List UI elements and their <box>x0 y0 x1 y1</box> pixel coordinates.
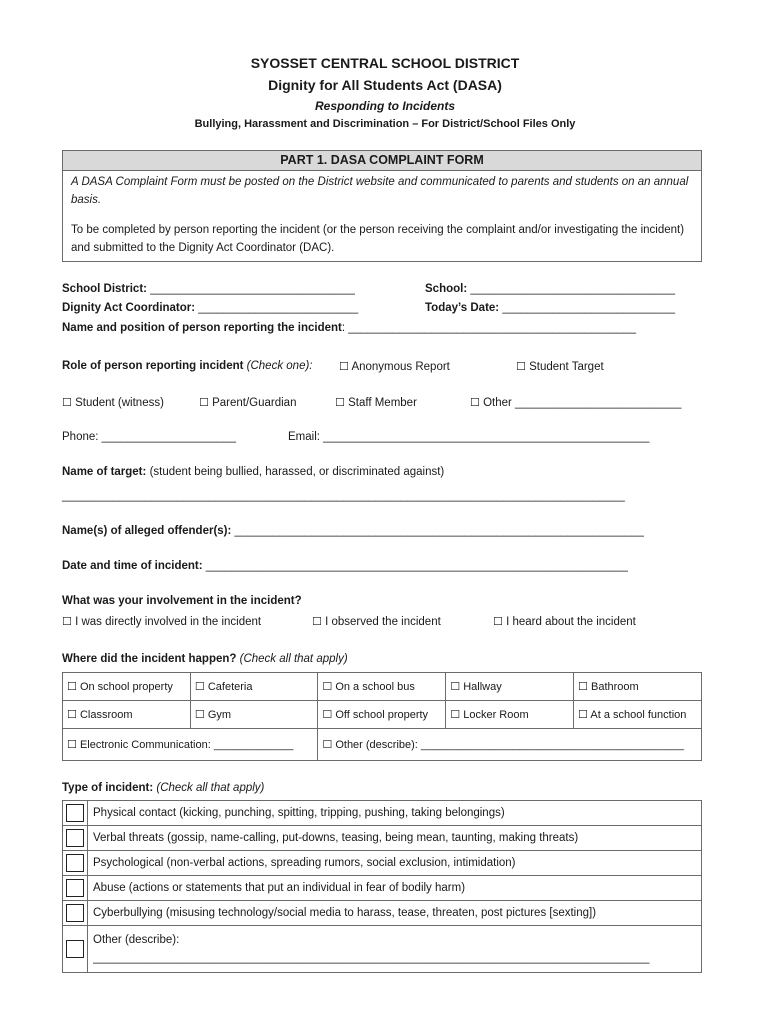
role-option-witness[interactable] <box>62 396 164 409</box>
offender-input[interactable]: ________________________________________________________________ <box>234 525 644 537</box>
location-label: Bathroom <box>590 681 639 693</box>
incident-type-row <box>63 876 702 901</box>
incident-type-checkbox[interactable] <box>63 876 88 901</box>
checkbox-icon[interactable]: ☐ <box>470 396 480 409</box>
checkbox-square-icon[interactable] <box>66 879 84 897</box>
school-district-input[interactable]: ________________________________ <box>150 283 355 295</box>
checkbox-icon[interactable]: ☐ <box>339 360 349 373</box>
incident-type-checkbox[interactable] <box>63 801 88 826</box>
role-option-parent[interactable] <box>199 396 296 409</box>
location-cell-locker-room[interactable] <box>446 701 574 729</box>
involvement-option-label: I heard about the incident <box>506 616 636 628</box>
location-cell-cafeteria[interactable] <box>190 673 318 701</box>
district-name: SYOSSET CENTRAL SCHOOL DISTRICT <box>250 55 520 71</box>
location-cell-other[interactable] <box>318 729 702 761</box>
act-title: Dignity for All Students Act (DASA) <box>268 77 502 93</box>
checkbox-square-icon[interactable] <box>66 940 84 958</box>
school-district-row <box>62 283 355 295</box>
location-label: Other (describe): <box>335 739 418 751</box>
target-hint: (student being bullied, harassed, or discriminated against) <box>149 466 445 478</box>
checkbox-icon[interactable]: ☐ <box>67 680 77 693</box>
dac-row <box>62 302 358 314</box>
location-label: On a school bus <box>335 681 415 693</box>
part1-title: PART 1. DASA COMPLAINT FORM <box>63 151 701 171</box>
checkbox-icon[interactable]: ☐ <box>450 680 461 693</box>
checkbox-icon[interactable]: ☐ <box>578 708 588 721</box>
form-scope: Bullying, Harassment and Discrimination – For District/School Files Only <box>194 118 576 130</box>
location-label: Hallway <box>463 681 502 693</box>
target-row <box>62 466 444 478</box>
part1-instructions: To be completed by person reporting the incident (or the person receiving the complaint and/or investigating the incident) and submitted to the Dignity Act Coordinator (DAC). <box>71 224 685 254</box>
role-option-label: Anonymous Report <box>351 361 450 373</box>
location-row <box>63 701 702 729</box>
todays-date-input[interactable]: ___________________________ <box>502 302 676 314</box>
incident-type-label: Verbal threats (gossip, name-calling, put-downs, teasing, being mean, taunting, making threats) <box>88 826 702 851</box>
incident-type-checkbox[interactable] <box>63 926 88 973</box>
incident-type-question: Type of incident: <box>62 782 154 794</box>
datetime-label: Date and time of incident: <box>62 560 203 572</box>
location-cell-classroom[interactable] <box>63 701 191 729</box>
part1-box <box>62 150 702 262</box>
offender-row <box>62 525 644 537</box>
involvement-option-label: I was directly involved in the incident <box>75 616 262 628</box>
location-other-input[interactable]: ___________________________________________ <box>420 739 684 751</box>
incident-type-label: Physical contact (kicking, punching, spitting, tripping, pushing, taking belongings) <box>88 801 702 826</box>
incident-type-row <box>63 801 702 826</box>
part1-note: A DASA Complaint Form must be posted on the District website and communicated to parents and students on an annual basis. <box>71 176 689 206</box>
checkbox-icon[interactable]: ☐ <box>322 708 333 721</box>
role-option-staff[interactable] <box>335 396 417 409</box>
location-question: Where did the incident happen? <box>62 653 237 665</box>
incident-type-row <box>63 826 702 851</box>
incident-type-other-input[interactable]: _______________________________________________________________________________________ <box>93 952 650 964</box>
date-row <box>425 302 675 314</box>
phone-label: Phone: <box>62 431 99 443</box>
location-label: Electronic Communication: <box>79 739 211 751</box>
role-other-input[interactable]: __________________________ <box>515 397 682 409</box>
involvement-option-observed[interactable] <box>312 615 441 628</box>
incident-type-row <box>63 901 702 926</box>
location-row <box>63 729 702 761</box>
location-row <box>63 673 702 701</box>
checkbox-icon[interactable]: ☐ <box>199 396 209 409</box>
datetime-row <box>62 560 628 572</box>
dac-label: Dignity Act Coordinator: <box>62 302 196 314</box>
email-label: Email: <box>288 431 320 443</box>
school-input[interactable]: ________________________________ <box>470 283 676 295</box>
checkbox-icon[interactable]: ☐ <box>67 738 77 751</box>
checkbox-icon[interactable]: ☐ <box>312 615 322 628</box>
role-option-label: Parent/Guardian <box>212 397 297 409</box>
name-position-label: Name and position of person reporting the incident <box>62 322 342 334</box>
location-cell-school-function[interactable] <box>574 701 702 729</box>
location-cell-bathroom[interactable] <box>574 673 702 701</box>
role-hint: (Check one): <box>246 360 313 372</box>
incident-type-checkbox[interactable] <box>63 851 88 876</box>
incident-type-label: Cyberbullying (misusing technology/social media to harass, tease, threaten, post pictures [sexting]) <box>88 901 702 926</box>
location-label: Locker Room <box>463 709 529 721</box>
location-label: At a school function <box>590 709 687 721</box>
involvement-option-direct[interactable] <box>62 615 261 628</box>
email-input[interactable]: ___________________________________________________ <box>323 431 650 443</box>
location-label: Cafeteria <box>207 681 253 693</box>
incident-type-table <box>62 800 702 973</box>
target-input[interactable]: ________________________________________________________________________________________ <box>62 490 625 502</box>
role-option-label: Student (witness) <box>75 397 164 409</box>
checkbox-icon[interactable]: ☐ <box>194 680 205 693</box>
incident-type-other-label: Other (describe): <box>93 934 180 946</box>
checkbox-icon[interactable]: ☐ <box>322 738 333 751</box>
role-label-row <box>62 360 313 372</box>
electronic-communication-input[interactable]: _____________ <box>213 739 294 751</box>
location-cell-school-bus[interactable] <box>318 673 446 701</box>
phone-row <box>62 431 236 443</box>
datetime-input[interactable]: __________________________________________________________________ <box>205 560 628 572</box>
checkbox-icon[interactable]: ☐ <box>516 360 526 373</box>
name-position-input[interactable]: : _____________________________________________ <box>341 322 637 334</box>
incident-type-hint: (Check all that apply) <box>156 782 265 794</box>
school-row <box>425 283 675 295</box>
checkbox-icon[interactable]: ☐ <box>62 396 72 409</box>
involvement-option-label: I observed the incident <box>325 616 441 628</box>
role-label: Role of person reporting incident <box>62 360 244 372</box>
location-cell-off-school-property[interactable] <box>318 701 446 729</box>
target-label: Name of target: <box>62 466 147 478</box>
location-hint: (Check all that apply) <box>239 653 348 665</box>
name-position-row <box>62 322 636 334</box>
role-option-anonymous[interactable] <box>339 360 450 373</box>
checkbox-icon[interactable]: ☐ <box>335 396 345 409</box>
checkbox-square-icon[interactable] <box>66 829 84 847</box>
role-option-label: Other <box>483 397 512 409</box>
incident-type-question-row <box>62 782 264 794</box>
checkbox-icon[interactable]: ☐ <box>62 615 72 628</box>
checkbox-square-icon[interactable] <box>66 804 84 822</box>
school-district-label: School District: <box>62 283 147 295</box>
incident-type-row <box>63 851 702 876</box>
email-row <box>288 431 649 443</box>
checkbox-icon[interactable]: ☐ <box>322 680 333 693</box>
incident-type-label: Abuse (actions or statements that put an individual in fear of bodily harm) <box>88 876 702 901</box>
checkbox-icon[interactable]: ☐ <box>450 708 461 721</box>
incident-type-label: Psychological (non-verbal actions, spreading rumors, social exclusion, intimidation) <box>88 851 702 876</box>
location-label: On school property <box>79 681 173 693</box>
checkbox-square-icon[interactable] <box>66 904 84 922</box>
location-cell-gym[interactable] <box>190 701 318 729</box>
school-label: School: <box>425 283 468 295</box>
role-option-label: Staff Member <box>348 397 417 409</box>
location-cell-electronic[interactable] <box>63 729 318 761</box>
incident-type-row <box>63 926 702 973</box>
phone-input[interactable]: _____________________ <box>101 431 236 443</box>
incident-type-checkbox[interactable] <box>63 901 88 926</box>
location-question-row <box>62 653 348 665</box>
location-label: Classroom <box>79 709 133 721</box>
role-option-other[interactable] <box>470 396 681 409</box>
incident-type-checkbox[interactable] <box>63 826 88 851</box>
role-option-label: Student Target <box>529 361 604 373</box>
offender-label: Name(s) of alleged offender(s): <box>62 525 232 537</box>
location-cell-hallway[interactable] <box>446 673 574 701</box>
role-option-student-target[interactable] <box>516 360 604 373</box>
location-label: Off school property <box>335 709 429 721</box>
location-cell-on-school-property[interactable] <box>63 673 191 701</box>
location-table <box>62 672 702 761</box>
incident-type-other-cell <box>88 926 702 973</box>
dac-input[interactable]: _________________________ <box>198 302 359 314</box>
checkbox-icon[interactable]: ☐ <box>578 680 588 693</box>
location-label: Gym <box>207 709 232 721</box>
checkbox-icon[interactable]: ☐ <box>194 708 205 721</box>
checkbox-icon[interactable]: ☐ <box>493 615 503 628</box>
involvement-option-heard[interactable] <box>493 615 636 628</box>
todays-date-label: Today’s Date: <box>425 302 500 314</box>
checkbox-square-icon[interactable] <box>66 854 84 872</box>
form-subtitle: Responding to Incidents <box>315 99 455 113</box>
involvement-question: What was your involvement in the incident? <box>62 595 302 607</box>
checkbox-icon[interactable]: ☐ <box>67 708 77 721</box>
